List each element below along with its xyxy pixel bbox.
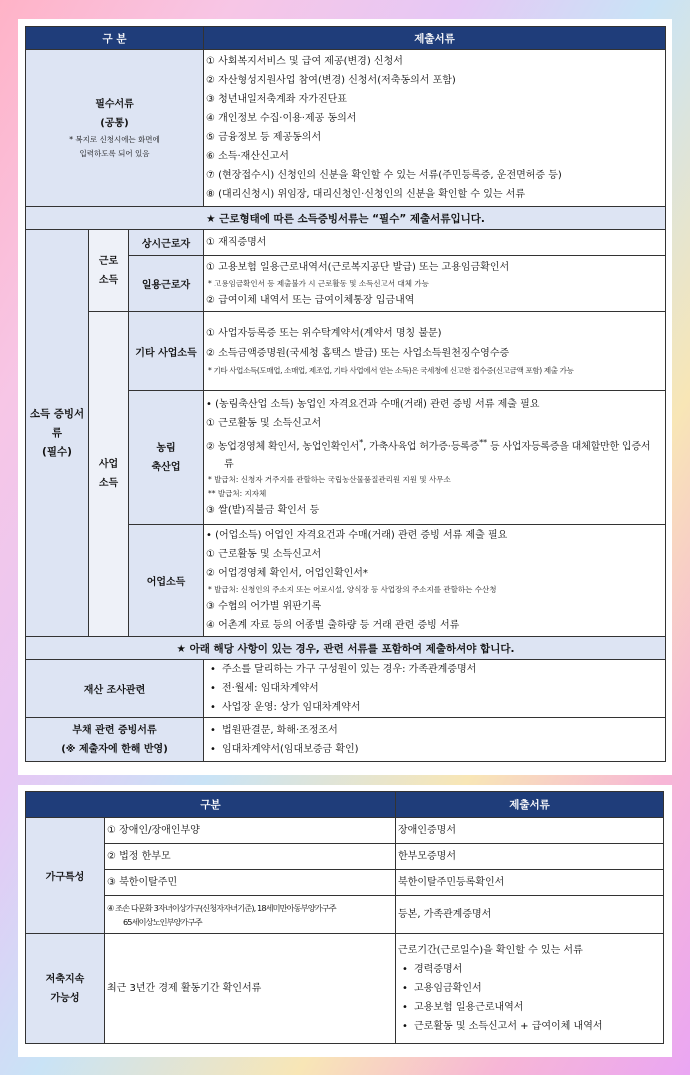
required-label-line1: 필수서류: [95, 99, 134, 110]
other-business-label: 기타 사업소득: [129, 312, 204, 391]
labor-label-line2: 소득: [98, 274, 119, 286]
property-doc-item: • 전·월세: 임대차계약서: [204, 679, 665, 698]
savings-item: 최근 3년간 경제 활동기간 확인서류: [107, 983, 262, 994]
property-doc-item: • 사업장 운영: 상가 임대차계약서: [204, 698, 665, 717]
fishery-docs: [204, 525, 666, 637]
farming-doc-item: ① 근로활동 및 소득신고서: [206, 417, 322, 429]
other-doc-item: ① 사업자등록증 또는 위수탁계약서(계약서 명칭 불문): [206, 328, 442, 339]
required-doc-item: ⑧ (대리신청시) 위임장, 대리신청인·신청인의 신분을 확인할 수 있는 서류: [206, 189, 526, 200]
farming-docs: [204, 391, 666, 525]
debt-proof-label: [26, 718, 204, 762]
regular-worker-label: 상시근로자: [129, 230, 204, 256]
document-panel-top: [18, 19, 672, 775]
required-doc-item: ② 자산형성지원사업 참여(변경) 신청서(저축동의서 포함): [206, 75, 456, 86]
savings-doc-item: • 근로활동 및 소득신고서 + 급여이체 내역서: [396, 1017, 663, 1036]
savings-label-line2: 가능성: [50, 992, 80, 1004]
savings-docs: [396, 934, 664, 1044]
farming-doc-item: [204, 433, 665, 456]
income-label-line3: (필수): [42, 445, 72, 458]
farming-doc-item: ③ 쌀(밭)직불금 확인서 등: [206, 505, 320, 517]
income-proof-label: [26, 230, 89, 637]
document-panel-bottom: [18, 785, 672, 1057]
household-doc: 북한이탈주민등록확인서: [398, 877, 505, 888]
debt-doc-item: • 법원판결문, 화해·조정조서: [204, 721, 665, 740]
farming-doc-note: * 발급처: 신청자 거주지를 관할하는 국립농산물품질관리원 지원 및 사무소: [208, 475, 451, 485]
header-category: 구분: [26, 792, 396, 818]
required-documents-table: [25, 26, 666, 762]
household-doc: 한부모증명서: [398, 851, 456, 862]
household-documents-table: [25, 791, 664, 1044]
property-survey-label: 재산 조사관련: [26, 660, 204, 718]
header-documents: 제출서류: [204, 27, 666, 50]
household-item: 65세이상노인부양가구주: [123, 916, 202, 927]
farming-label: [129, 391, 204, 525]
fishery-doc-item: ③ 수협의 어가별 위판기록: [206, 601, 322, 612]
household-item: ① 장애인/장애인부양: [107, 825, 200, 836]
debt-proof-docs: [204, 718, 666, 762]
income-label-line2: 류: [51, 426, 63, 439]
other-doc-note: * 기타 사업소득(도매업, 소매업, 제조업, 기타 사업에서 얻는 소득)은 국세청에 신고한 접수증(신고금액 포함) 제출 가능: [208, 366, 574, 375]
daily-worker-label: 일용근로자: [129, 256, 204, 312]
additional-docs-notice: ★ 아래 해당 사항이 있는 경우, 관련 서류를 포함하여 제출하셔야 합니다.: [26, 637, 666, 660]
savings-sustainability-label: [26, 934, 105, 1044]
income-label-line1: 소득 증빙서: [29, 407, 85, 420]
labor-label-line1: 근로: [98, 255, 119, 267]
daily-worker-docs: [204, 256, 666, 312]
debt-label-line2: (※ 제출자에 한해 반영): [61, 743, 168, 755]
labor-income-label: [89, 230, 129, 312]
header-documents: 제출서류: [396, 792, 664, 818]
household-doc: 장애인증명서: [398, 825, 456, 836]
farming-doc-note: ** 발급처: 지자체: [208, 489, 267, 499]
daily-doc-item: ① 고용보험 일용근로내역서(근로복지공단 발급) 또는 고용임금확인서: [206, 261, 510, 273]
fishery-doc-item: ② 어업경영체 확인서, 어업인확인서*: [206, 568, 368, 579]
property-survey-docs: [204, 660, 666, 718]
household-item: ③ 북한이탈주민: [107, 877, 178, 888]
fishery-label: 어업소득: [129, 525, 204, 637]
fishery-doc-item: ① 근로활동 및 소득신고서: [206, 549, 322, 560]
required-doc-item: ⑦ (현장접수시) 신청인의 신분을 확인할 수 있는 서류(주민등록증, 운전면허증 등): [206, 170, 562, 181]
required-doc-item: ① 사회복지서비스 및 급여 제공(변경) 신청서: [206, 56, 403, 67]
regular-doc-item: ① 재직증명서: [206, 237, 267, 248]
savings-doc-item: • 경력증명서: [396, 960, 663, 979]
regular-worker-doc: [204, 230, 666, 256]
fishery-doc-item: ④ 어촌계 자료 등의 어종별 출하량 등 거래 관련 증빙 서류: [206, 620, 460, 631]
household-label: 가구특성: [26, 818, 105, 934]
required-common-docs: [204, 50, 666, 207]
header-category: 구 분: [26, 27, 204, 50]
fishery-doc-note: * 발급처: 신청인의 주소지 또는 어로시설, 양식장 등 사업장의 주소지를 관할하는 수산청: [208, 585, 497, 594]
required-note-line1: * 복지로 신청시에는 화면에: [69, 135, 160, 144]
required-common-label: [26, 50, 204, 207]
other-business-docs: [204, 312, 666, 391]
savings-doc-title: 근로기간(근로일수)을 확인할 수 있는 서류: [398, 945, 583, 956]
savings-label-line1: 저축지속: [45, 973, 85, 985]
farming-doc-text: , 가축사육업 허가증·등록증: [363, 441, 480, 453]
household-item: ② 법정 한부모: [107, 851, 171, 862]
daily-doc-note: * 고용임금확인서 등 제출불가 시 근로활동 및 소득신고서 대체 가능: [208, 278, 429, 288]
daily-doc-item: ② 급여이체 내역서 또는 급여이체통장 입금내역: [206, 294, 415, 306]
farming-label-line2: 축산업: [151, 461, 181, 473]
fishery-doc-item: • (어업소득) 어업인 자격요건과 수매(거래) 관련 증빙 서류 제출 필요: [206, 530, 508, 541]
required-label-line2: (공통): [100, 118, 129, 129]
savings-doc-item: • 고용임금확인서: [396, 979, 663, 998]
household-item: ④ 조손 다문화 3자녀이상가구(신청자자녀기준), 18세미만아동부양가구주: [107, 902, 336, 913]
debt-doc-item: • 임대차계약서(임대보증금 확인): [204, 740, 665, 759]
property-doc-item: • 주소를 달리하는 가구 구성원이 있는 경우: 가족관계증명서: [204, 660, 665, 679]
farming-label-line1: 농림: [156, 442, 176, 454]
farming-doc-item: • (농림축산업 소득) 농업인 자격요건과 수매(거래) 관련 증빙 서류 제출 필요: [206, 398, 540, 410]
farming-doc-item: 류: [224, 459, 234, 471]
required-doc-item: ⑥ 소득·재산신고서: [206, 151, 289, 162]
business-income-label: [89, 312, 129, 637]
business-label-line2: 소득: [98, 478, 119, 489]
required-doc-item: ③ 청년내일저축계좌 자가진단표: [206, 94, 347, 105]
required-doc-item: ④ 개인정보 수집·이용·제공 동의서: [206, 113, 357, 124]
required-note-line2: 입력하도록 되어 있음: [79, 149, 150, 158]
savings-doc-item: • 고용보험 일용근로내역서: [396, 998, 663, 1017]
farming-doc-sup: *: [359, 436, 364, 447]
business-label-line1: 사업: [98, 459, 119, 470]
other-doc-item: ② 소득금액증명원(국세청 홈택스 발급) 또는 사업소득원천징수영수증: [206, 348, 510, 359]
farming-doc-text: ② 농업경영체 확인서, 농업인확인서: [206, 441, 360, 453]
debt-label-line1: 부채 관련 증빙서류: [72, 724, 157, 736]
household-doc: 등본, 가족관계증명서: [398, 909, 492, 920]
income-proof-notice: ★ 근로형태에 따른 소득증빙서류는 “필수” 제출서류입니다.: [26, 207, 666, 230]
required-doc-item: ⑤ 금융정보 등 제공동의서: [206, 132, 322, 143]
farming-doc-sup: **: [479, 436, 488, 447]
farming-doc-text: 등 사업자등록증을 대체할만한 입증서: [487, 441, 651, 453]
